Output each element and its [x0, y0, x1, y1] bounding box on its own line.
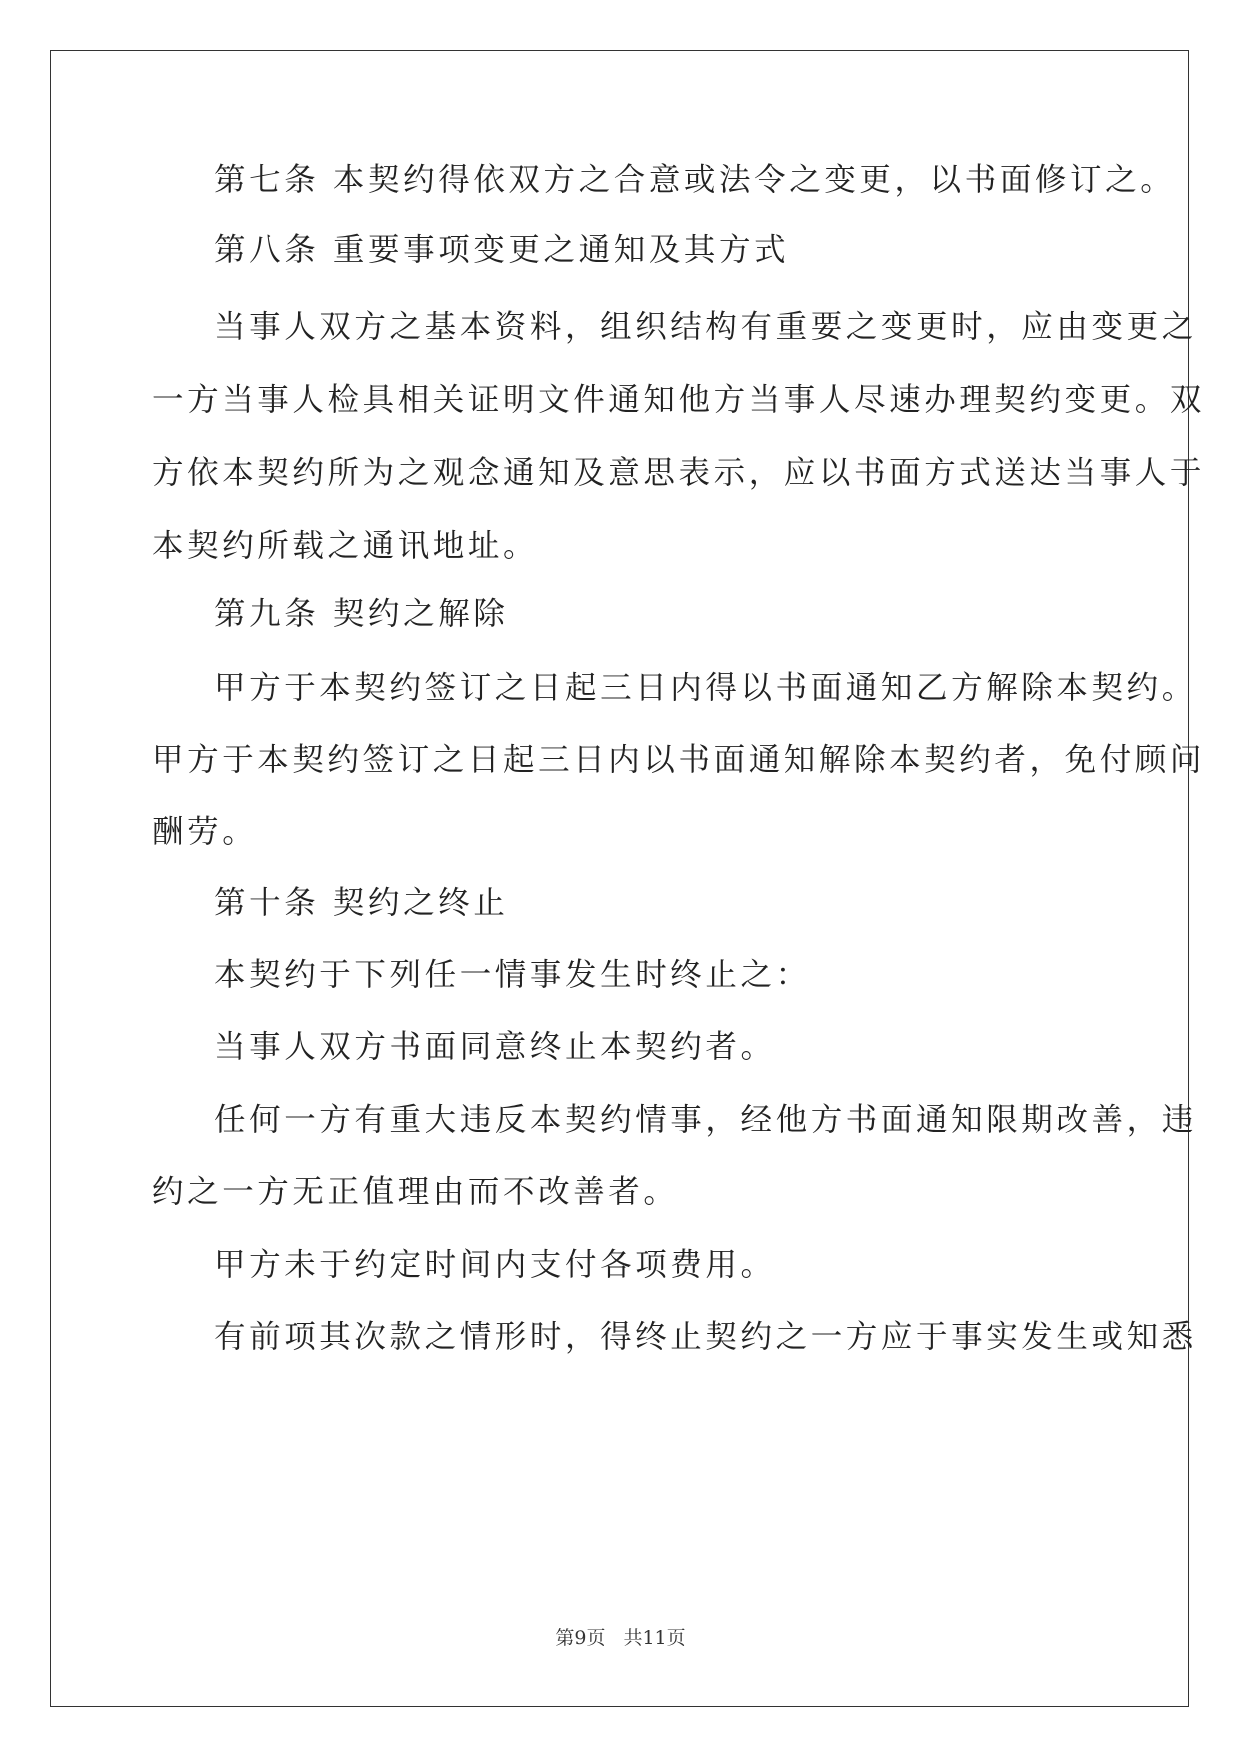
paragraph-line: 当事人双方之基本资料，组织结构有重要之变更时，应由变更之 — [214, 309, 1197, 345]
paragraph-line: 本契约于下列任一情事发生时终止之： — [214, 957, 811, 993]
clause-8-heading: 第八条 重要事项变更之通知及其方式 — [214, 232, 790, 268]
total-pages: 共11页 — [623, 1627, 686, 1649]
clause-10-heading: 第十条 契约之终止 — [214, 885, 509, 921]
paragraph-line: 甲方于本契约签订之日起三日内以书面通知解除本契约者，免付顾问 — [152, 742, 1206, 778]
page-footer — [0, 1623, 1241, 1650]
page-number: 第9页 — [555, 1627, 606, 1649]
paragraph-line: 有前项其次款之情形时，得终止契约之一方应于事实发生或知悉 — [214, 1319, 1197, 1355]
page-border — [50, 50, 1189, 1707]
clause-7-text: 第七条 本契约得依双方之合意或法令之变更，以书面修订之。 — [214, 162, 1176, 198]
paragraph-line: 当事人双方书面同意终止本契约者。 — [214, 1029, 776, 1065]
paragraph-line: 任何一方有重大违反本契约情事，经他方书面通知限期改善，违 — [214, 1102, 1197, 1138]
paragraph-line: 一方当事人检具相关证明文件通知他方当事人尽速办理契约变更。双 — [152, 382, 1206, 418]
paragraph-line: 约之一方无正值理由而不改善者。 — [152, 1174, 679, 1210]
paragraph-line: 甲方未于约定时间内支付各项费用。 — [214, 1247, 776, 1283]
paragraph-line: 本契约所载之通讯地址。 — [152, 528, 539, 564]
paragraph-line: 甲方于本契约签订之日起三日内得以书面通知乙方解除本契约。 — [214, 670, 1197, 706]
paragraph-line: 方依本契约所为之观念通知及意思表示，应以书面方式送达当事人于 — [152, 455, 1206, 491]
clause-9-heading: 第九条 契约之解除 — [214, 596, 509, 632]
paragraph-line: 酬劳。 — [152, 814, 258, 850]
